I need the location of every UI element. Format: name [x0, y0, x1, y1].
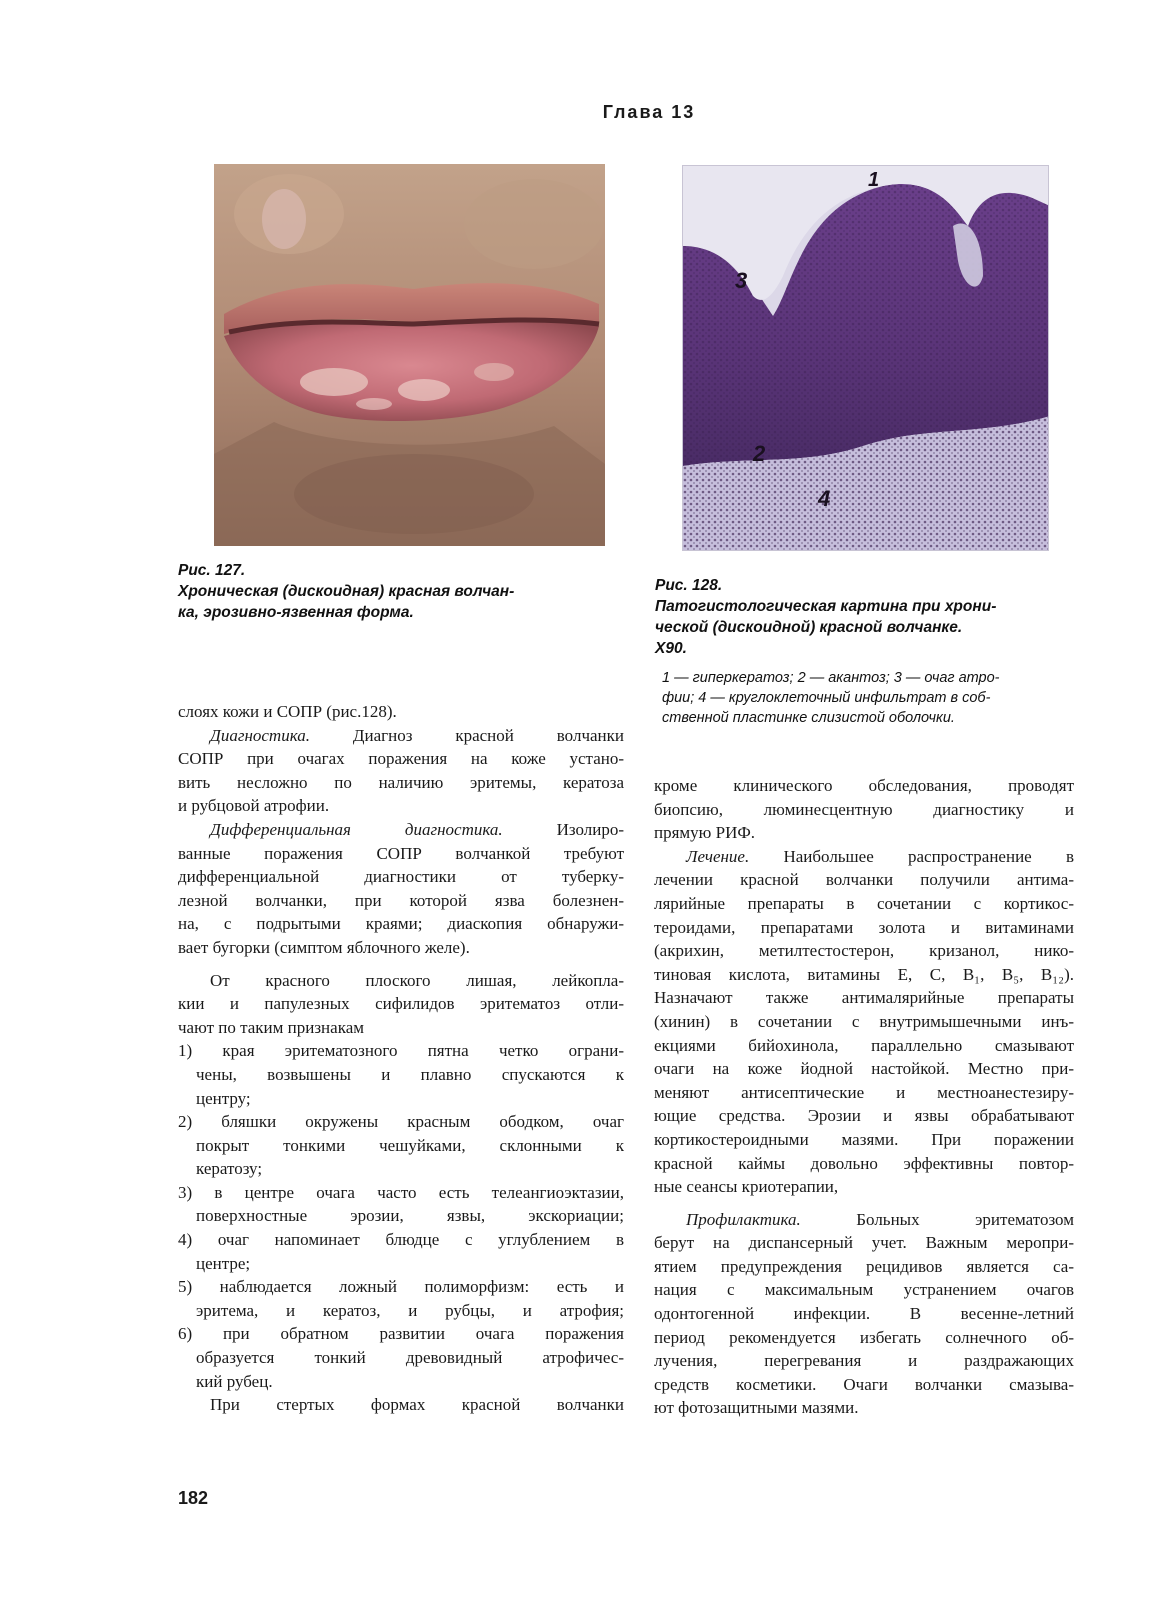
line-text: очаги на коже йодной настойкой. Местно при-	[654, 1059, 1074, 1079]
text-line	[654, 1152, 1074, 1176]
figure-128-caption: Рис. 128. Патогистологическая картина при хрони- ческой (дискоидной) красной волчанке. X90.	[655, 577, 997, 657]
figure-128-marker-4: 4	[818, 486, 831, 511]
line-text: Изолиро-	[502, 819, 624, 839]
line-text: (хинин) в сочетании с внутримышечными инъ-	[654, 1011, 1074, 1031]
line-text: тероидами, препаратами золота и витаминами	[654, 917, 1074, 937]
text-line	[654, 1104, 1074, 1128]
line-text: Диагноз красной волчанки	[309, 725, 624, 745]
line-text: берут на диспансерный учет. Важным меропри-	[654, 1233, 1074, 1253]
line-text: 2) бляшки окружены красным ободком, очаг	[178, 1112, 624, 1132]
text-line	[654, 821, 1074, 845]
text-line	[178, 1087, 624, 1111]
text-line	[178, 700, 624, 724]
line-text: 4) очаг напоминает блюдце с углублением в	[178, 1230, 624, 1250]
line-text: вает бугорки (симптом яблочного желе).	[178, 937, 470, 957]
line-text: центре;	[196, 1253, 251, 1273]
line-text: 3) в центре очага часто есть телеангиоэктазии,	[178, 1182, 624, 1202]
text-line	[654, 798, 1074, 822]
line-text: ванные поражения СОПР волчанкой требуют	[178, 843, 624, 863]
line-text: кортикостероидными мазями. При поражении	[654, 1129, 1074, 1149]
text-line	[654, 1081, 1074, 1105]
text-line	[654, 892, 1074, 916]
text-line	[654, 1057, 1074, 1081]
figure-127-caption: Рис. 127. Хроническая (дискоидная) красная волчан- ка, эрозивно-язвенная форма.	[178, 562, 515, 621]
text-line	[654, 939, 1074, 963]
line-text: слоях кожи и СОПР (рис.128).	[178, 702, 397, 721]
line-text: тиновая кислота, витамины Е, С, B₁, B₅, B₁₂).	[654, 964, 1074, 984]
text-line	[178, 992, 624, 1016]
line-text: меняют антисептические и местноанестезиру-	[654, 1082, 1074, 1102]
text-line	[178, 936, 624, 960]
text-line	[654, 1349, 1074, 1373]
text-line	[654, 845, 1074, 869]
text-line	[178, 818, 624, 842]
line-text: покрыт тонкими чешуйками, склонными к	[196, 1135, 624, 1155]
line-text: биопсию, люминесцентную диагностику и	[654, 799, 1074, 819]
line-text: 5) наблюдается ложный полиморфизм: есть и	[178, 1277, 624, 1297]
right-text-column	[654, 774, 1074, 1420]
text-line	[178, 1110, 624, 1134]
text-line	[178, 1299, 624, 1323]
text-line	[654, 774, 1074, 798]
text-line	[654, 1396, 1074, 1420]
text-line	[178, 1393, 624, 1417]
text-line	[654, 916, 1074, 940]
line-text: дифференциальной диагностики от туберку-	[178, 867, 624, 887]
line-text: кий рубец.	[196, 1371, 273, 1391]
text-line	[178, 1275, 624, 1299]
section-heading: Диагностика.	[210, 725, 310, 745]
text-line	[654, 1373, 1074, 1397]
line-text: поверхностные эрозии, язвы, экскориации;	[196, 1206, 624, 1226]
text-line	[178, 842, 624, 866]
text-line	[654, 1208, 1074, 1232]
line-text: ющие средства. Эрозии и язвы обрабатывают	[654, 1106, 1074, 1126]
text-line	[178, 1228, 624, 1252]
figure-128-marker-2: 2	[753, 441, 766, 466]
text-line	[654, 1175, 1074, 1199]
text-line	[178, 1252, 624, 1276]
line-text: лучения, перегревания и раздражающих	[654, 1351, 1074, 1371]
line-text: и рубцовой атрофии.	[178, 796, 330, 816]
text-line	[178, 889, 624, 913]
text-line	[178, 1204, 624, 1228]
text-line	[178, 1346, 624, 1370]
line-text: ные сеансы криотерапии,	[654, 1177, 839, 1197]
text-line	[178, 1181, 624, 1205]
line-text: Наибольшее распространение в	[749, 846, 1074, 866]
line-text: вить несложно по наличию эритемы, кератоза	[178, 772, 624, 792]
left-text-column	[178, 700, 624, 1417]
text-line	[654, 1302, 1074, 1326]
text-line	[654, 1255, 1074, 1279]
text-line	[178, 794, 624, 818]
text-line	[178, 1157, 624, 1181]
line-text: средств косметики. Очаги волчанки смазыва-	[654, 1374, 1074, 1394]
line-text: на, с подрытыми краями; диаскопия обнаружи-	[178, 914, 624, 934]
text-line	[178, 1063, 624, 1087]
line-text: одонтогенной инфекции. В весенне-летний	[654, 1304, 1074, 1324]
line-text: центру;	[196, 1088, 251, 1108]
section-heading: Дифференциальная диагностика.	[210, 819, 503, 839]
line-text: 6) при обратном развитии очага поражения	[178, 1324, 624, 1344]
line-text: ятием предупреждения рецидивов является са-	[654, 1256, 1074, 1276]
text-line	[654, 868, 1074, 892]
line-text: период рекомендуется избегать солнечного об-	[654, 1327, 1074, 1347]
line-text: ют фотозащитными мазями.	[654, 1398, 859, 1418]
figure-128-legend: 1 — гиперкератоз; 2 — акантоз; 3 — очаг атро- фии; 4 — круглоклеточный инфильтрат в соб- ственной пластинке слизистой оболочки.	[662, 670, 1000, 726]
line-text: чены, возвышены и плавно спускаются к	[196, 1064, 624, 1084]
figure-128-micrograph	[682, 165, 1049, 551]
text-line	[178, 912, 624, 936]
text-line	[178, 1322, 624, 1346]
line-text: нация с максимальным устранением очагов	[654, 1280, 1074, 1300]
text-line	[178, 1039, 624, 1063]
text-line	[654, 1010, 1074, 1034]
figure-128-marker-1: 1	[868, 169, 880, 191]
section-heading: Лечение.	[686, 846, 750, 866]
text-line	[178, 724, 624, 748]
section-heading: Профилактика.	[686, 1209, 801, 1229]
line-text: (акрихин, метилтестостерон, кризанол, нико-	[654, 941, 1074, 961]
text-line	[654, 986, 1074, 1010]
text-line	[654, 1278, 1074, 1302]
line-text: лечении красной волчанки получили антима-	[654, 870, 1074, 890]
line-text: При стертых формах красной волчанки	[210, 1395, 624, 1415]
text-line	[178, 1134, 624, 1158]
line-text: кроме клинического обследования, проводят	[654, 776, 1074, 795]
text-line	[178, 865, 624, 889]
line-text: От красного плоского лишая, лейкопла-	[210, 970, 624, 990]
line-text: чают по таким признакам	[178, 1017, 365, 1037]
text-line	[178, 1370, 624, 1394]
line-text: красной каймы довольно эффективны повтор-	[654, 1153, 1074, 1173]
line-text: Больных эритематозом	[800, 1209, 1074, 1229]
text-line	[178, 771, 624, 795]
chapter-heading: Глава 13	[602, 102, 696, 122]
line-text: Назначают также антималярийные препараты	[654, 988, 1074, 1008]
line-text: екциями бийохинола, параллельно смазывают	[654, 1035, 1074, 1055]
figure-128-marker-3: 3	[735, 268, 748, 293]
text-line	[654, 963, 1074, 987]
line-text: прямую РИФ.	[654, 823, 756, 843]
text-line	[178, 747, 624, 771]
line-text: лезной волчанки, при которой язва болезнен-	[178, 890, 624, 910]
line-text: лярийные препараты в сочетании с кортикос-	[654, 893, 1074, 913]
text-line	[178, 1016, 624, 1040]
line-text: эритема, и кератоз, и рубцы, и атрофия;	[196, 1300, 624, 1320]
text-line	[654, 1034, 1074, 1058]
text-line	[654, 1128, 1074, 1152]
line-text: кии и папулезных сифилидов эритематоз отли-	[178, 994, 624, 1014]
line-text: 1) края эритематозного пятна четко ограни-	[178, 1041, 624, 1061]
text-line	[654, 1326, 1074, 1350]
figure-127-photo	[214, 164, 605, 546]
line-text: кератозу;	[196, 1159, 263, 1179]
line-text: СОПР при очагах поражения на коже устано-	[178, 749, 624, 769]
line-text: образуется тонкий древовидный атрофичес-	[196, 1348, 624, 1368]
text-line	[178, 969, 624, 993]
text-line	[654, 1231, 1074, 1255]
page-number: 182	[178, 1488, 209, 1508]
